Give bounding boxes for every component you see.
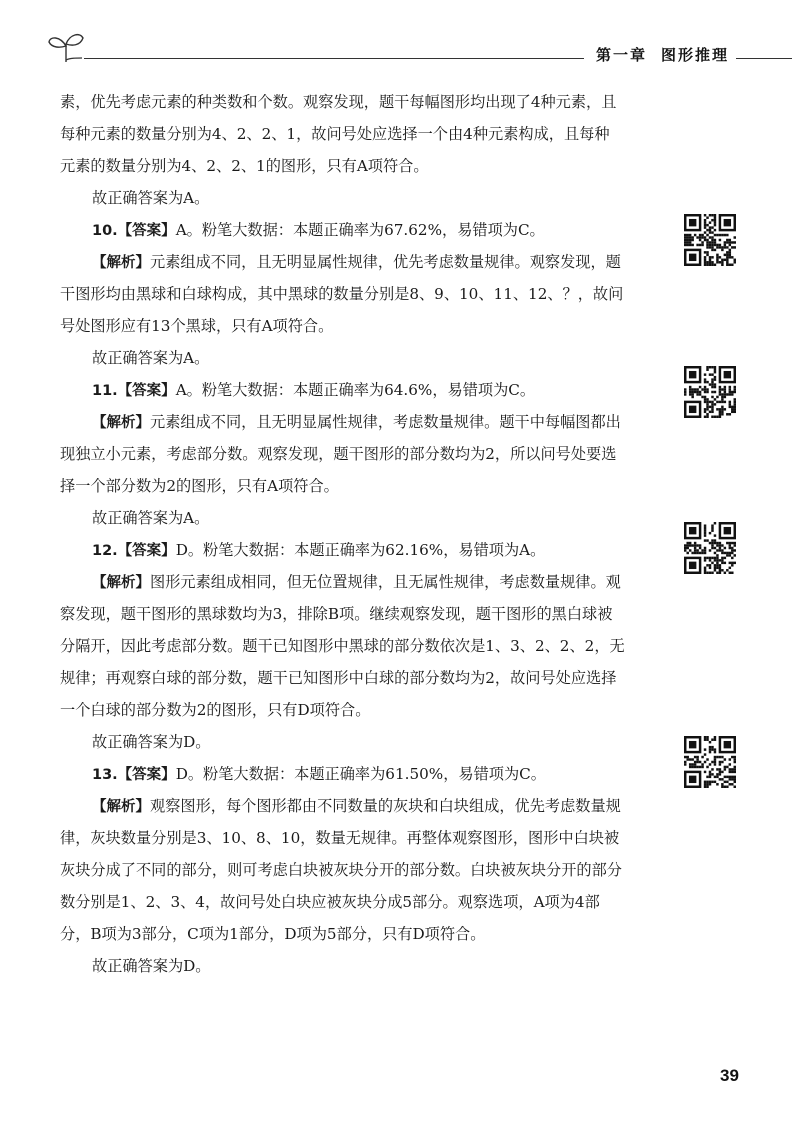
text-line: 现独立小元素，考虑部分数。观察发现，题干图形的部分数均为2，所以问号处要选 xyxy=(60,445,617,463)
header-rule-left xyxy=(84,58,584,59)
page-number: 39 xyxy=(720,1066,739,1085)
answer-tag: 13.【答案】 xyxy=(92,767,176,783)
text-line: 分，B项为3部分，C项为1部分，D项为5部分，只有D项符合。 xyxy=(60,925,486,943)
text-line: 分隔开，因此考虑部分数。题干已知图形中黑球的部分数依次是1、3、2、2、2，无 xyxy=(60,637,625,655)
answer-tag: 10.【答案】 xyxy=(92,223,176,239)
answer-conclusion: 故正确答案为D。 xyxy=(92,733,211,751)
text-line: 数分别是1、2、3、4，故问号处白块应被灰块分成5部分。观察选项，A项为4部 xyxy=(60,893,600,911)
answer-line-q12 xyxy=(92,540,545,561)
qr-code-icon[interactable] xyxy=(684,736,736,788)
running-header xyxy=(596,44,729,65)
text-line: 每种元素的数量分别为4、2、2、1，故问号处应选择一个由4种元素构成，且每种 xyxy=(60,125,610,143)
analysis-tag: 【解析】 xyxy=(92,255,150,271)
analysis-text: 元素组成不同，且无明显属性规律，优先考虑数量规律。观察发现，题 xyxy=(150,253,621,271)
text-line: 灰块分成了不同的部分，则可考虑白块被灰块分开的部分数。白块被灰块分开的部分 xyxy=(60,861,622,879)
answer-conclusion: 故正确答案为D。 xyxy=(92,957,211,975)
answer-conclusion: 故正确答案为A。 xyxy=(92,509,210,527)
header-rule-right xyxy=(736,58,792,59)
answer-text: D。粉笔大数据：本题正确率为61.50%，易错项为C。 xyxy=(175,765,546,783)
analysis-text: 观察图形，每个图形都由不同数量的灰块和白块组成，优先考虑数量规 xyxy=(150,797,621,815)
analysis-tag: 【解析】 xyxy=(92,799,150,815)
analysis-line-q10 xyxy=(92,252,621,273)
text-line: 律，灰块数量分别是3、10、8、10，数量无规律。再整体观察图形，图形中白块被 xyxy=(60,829,620,847)
text-line: 择一个部分数为2的图形，只有A项符合。 xyxy=(60,477,339,495)
analysis-text: 元素组成不同，且无明显属性规律，考虑数量规律。题干中每幅图都出 xyxy=(150,413,621,431)
answer-line-q11 xyxy=(92,380,535,401)
text-line: 元素的数量分别为4、2、2、1的图形，只有A项符合。 xyxy=(60,157,429,175)
text-line: 规律；再观察白球的部分数，题干已知图形中白球的部分数均为2，故问号处应选择 xyxy=(60,669,617,687)
qr-code-icon[interactable] xyxy=(684,214,736,266)
chapter-title: 图形推理 xyxy=(661,46,730,64)
text-line: 干图形均由黑球和白球构成，其中黑球的数量分别是8、9、10、11、12、？，故问 xyxy=(60,285,624,303)
answer-line-q13 xyxy=(92,764,546,785)
chapter-label: 第一章 xyxy=(596,46,648,64)
answer-text: A。粉笔大数据：本题正确率为67.62%，易错项为C。 xyxy=(175,221,545,239)
text-line: 号处图形应有13个黑球，只有A项符合。 xyxy=(60,317,334,335)
answer-conclusion: 故正确答案为A。 xyxy=(92,349,210,367)
answer-conclusion: 故正确答案为A。 xyxy=(92,189,210,207)
qr-code-icon[interactable] xyxy=(684,366,736,418)
sprout-icon xyxy=(46,30,86,64)
text-line: 察发现，题干图形的黑球数均为3，排除B项。继续观察发现，题干图形的黑白球被 xyxy=(60,605,613,623)
analysis-line-q12 xyxy=(92,572,621,593)
analysis-text: 图形元素组成相同，但无位置规律，且无属性规律，考虑数量规律。观 xyxy=(150,573,621,591)
answer-tag: 11.【答案】 xyxy=(92,383,176,399)
analysis-tag: 【解析】 xyxy=(92,415,150,431)
qr-code-icon[interactable] xyxy=(684,522,736,574)
analysis-tag: 【解析】 xyxy=(92,575,150,591)
answer-tag: 12.【答案】 xyxy=(92,543,176,559)
answer-line-q10 xyxy=(92,220,545,241)
answer-text: A。粉笔大数据：本题正确率为64.6%，易错项为C。 xyxy=(175,381,536,399)
text-line: 素，优先考虑元素的种类数和个数。观察发现，题干每幅图形均出现了4种元素，且 xyxy=(60,93,617,111)
analysis-line-q11 xyxy=(92,412,621,433)
analysis-line-q13 xyxy=(92,796,621,817)
answer-text: D。粉笔大数据：本题正确率为62.16%，易错项为A。 xyxy=(175,541,546,559)
text-line: 一个白球的部分数为2的图形，只有D项符合。 xyxy=(60,701,371,719)
